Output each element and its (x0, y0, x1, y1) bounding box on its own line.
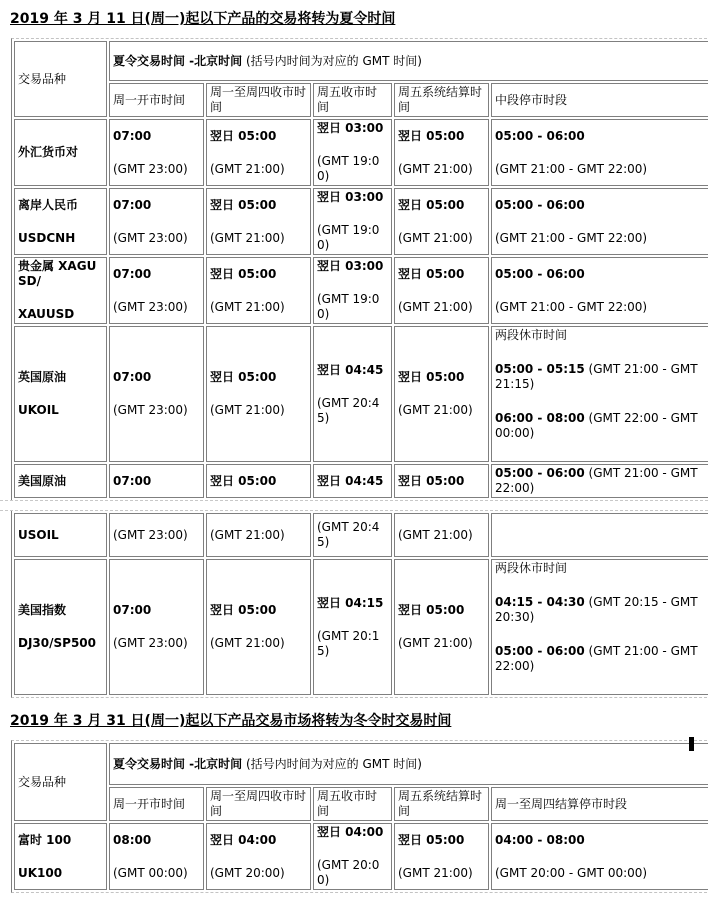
halt-period-cell: 05:00 - 06:00 (GMT 21:00 - GMT 22:00) (491, 257, 708, 324)
header-main-note: (括号内时间为对应的 GMT 时间) (242, 53, 422, 68)
settlement-cell: 翌日 05:00 (GMT 21:00) (394, 257, 489, 324)
close-time-cell: (GMT 21:00) (206, 513, 311, 557)
open-time-cell: 07:00 (109, 464, 204, 498)
halt-period-cell: 两段休市时间 04:15 - 04:30 (GMT 20:15 - GMT 20:30) 05:00 - 06:00 (GMT 21:00 - GMT 22:00) (491, 559, 708, 695)
header-main (109, 743, 708, 785)
subheader-halt: 中段停市时段 (491, 83, 708, 117)
open-time-cell: 07:00 (GMT 23:00) (109, 188, 204, 255)
header-main (109, 41, 708, 81)
halt-period-cell: 05:00 - 06:00 (GMT 21:00 - GMT 22:00) (491, 464, 708, 498)
table-row (14, 119, 708, 186)
settlement-cell: 翌日 05:00 (GMT 21:00) (394, 559, 489, 695)
open-time-cell: 07:00 (GMT 23:00) (109, 559, 204, 695)
product-cell: 离岸人民币 USDCNH (14, 188, 107, 255)
subheader-close: 周一至周四收市时间 (206, 787, 311, 821)
close-time-cell: 翌日 05:00 (GMT 21:00) (206, 326, 311, 462)
open-time-cell: 07:00 (GMT 23:00) (109, 326, 204, 462)
table-row (14, 257, 708, 324)
close-time-cell: 翌日 04:00 (GMT 20:00) (206, 823, 311, 890)
halt-period-cell (491, 513, 708, 557)
friday-close-cell: 翌日 04:45 (313, 464, 392, 498)
product-cell: 美国原油 (14, 464, 107, 498)
summer-time-table-part1 (11, 38, 708, 500)
table-row (14, 188, 708, 255)
summer-time-table-part2 (11, 511, 708, 698)
header-product-label: 交易品种 (18, 774, 67, 789)
open-time-cell: 07:00 (GMT 23:00) (109, 257, 204, 324)
table-handle-mark (689, 737, 694, 751)
table-row (14, 326, 708, 462)
settlement-cell: 翌日 05:00 (GMT 21:00) (394, 326, 489, 462)
product-cell: 贵金属 XAGUSD/ XAUUSD (14, 257, 107, 324)
header-product (14, 743, 107, 821)
close-time-cell: 翌日 05:00 (GMT 21:00) (206, 559, 311, 695)
product-cell: USOIL (14, 513, 107, 557)
subheader-friday-close: 周五收市时间 (313, 787, 392, 821)
subheader-halt: 周一至周四结算停市时段 (491, 787, 708, 821)
halt-period-cell: 两段休市时间 05:00 - 05:15 (GMT 21:00 - GMT 21:15) 06:00 - 08:00 (GMT 22:00 - GMT 00:00) (491, 326, 708, 462)
table-row (14, 787, 708, 821)
close-time-cell: 翌日 05:00 (GMT 21:00) (206, 257, 311, 324)
settlement-cell: 翌日 05:00 (394, 464, 489, 498)
halt-period-cell: 05:00 - 06:00 (GMT 21:00 - GMT 22:00) (491, 119, 708, 186)
section1-title: 2019 年 3 月 11 日(周一)起以下产品的交易将转为夏令时间 (10, 11, 396, 27)
table-row (14, 823, 708, 890)
section2-title: 2019 年 3 月 31 日(周一)起以下产品交易市场将转为冬令时交易时间 (10, 713, 452, 729)
table-row (14, 83, 708, 117)
settlement-cell: 翌日 05:00 (GMT 21:00) (394, 823, 489, 890)
close-time-cell: 翌日 05:00 (GMT 21:00) (206, 188, 311, 255)
settlement-cell: 翌日 05:00 (GMT 21:00) (394, 119, 489, 186)
header-main-bold: 夏令交易时间 -北京时间 (113, 756, 243, 771)
friday-close-cell: 翌日 04:15 (GMT 20:15) (313, 559, 392, 695)
friday-close-cell: 翌日 03:00 (GMT 19:00) (313, 188, 392, 255)
halt-period-cell: 04:00 - 08:00 (GMT 20:00 - GMT 00:00) (491, 823, 708, 890)
close-time-cell: 翌日 05:00 (GMT 21:00) (206, 119, 311, 186)
settlement-cell: 翌日 05:00 (GMT 21:00) (394, 188, 489, 255)
open-time-cell: 08:00 (GMT 00:00) (109, 823, 204, 890)
product-cell: 富时 100 UK100 (14, 823, 107, 890)
table-row (14, 513, 708, 557)
open-time-cell: (GMT 23:00) (109, 513, 204, 557)
page-break-divider (0, 500, 708, 511)
header-main-note: (括号内时间为对应的 GMT 时间) (242, 756, 422, 771)
product-cell: 英国原油 UKOIL (14, 326, 107, 462)
subheader-settlement: 周五系统结算时间 (394, 83, 489, 117)
open-time-cell: 07:00 (GMT 23:00) (109, 119, 204, 186)
winter-table-wrap (10, 740, 700, 893)
table-row (14, 559, 708, 695)
product-cell: 外汇货币对 (14, 119, 107, 186)
subheader-open: 周一开市时间 (109, 787, 204, 821)
friday-close-cell: 翌日 03:00 (GMT 19:00) (313, 119, 392, 186)
table-row (14, 464, 708, 498)
winter-time-table (11, 740, 708, 893)
close-time-cell: 翌日 05:00 (206, 464, 311, 498)
header-product-label: 交易品种 (18, 71, 67, 86)
header-product (14, 41, 107, 117)
halt-period-cell: 05:00 - 06:00 (GMT 21:00 - GMT 22:00) (491, 188, 708, 255)
table-row (14, 41, 708, 81)
friday-close-cell: (GMT 20:45) (313, 513, 392, 557)
friday-close-cell: 翌日 04:45 (GMT 20:45) (313, 326, 392, 462)
subheader-settlement: 周五系统结算时间 (394, 787, 489, 821)
friday-close-cell: 翌日 03:00 (GMT 19:00) (313, 257, 392, 324)
subheader-friday-close: 周五收市时间 (313, 83, 392, 117)
header-main-bold: 夏令交易时间 -北京时间 (113, 53, 243, 68)
product-cell: 美国指数 DJ30/SP500 (14, 559, 107, 695)
subheader-open: 周一开市时间 (109, 83, 204, 117)
table-row (14, 743, 708, 785)
settlement-cell: (GMT 21:00) (394, 513, 489, 557)
friday-close-cell: 翌日 04:00 (GMT 20:00) (313, 823, 392, 890)
subheader-close: 周一至周四收市时间 (206, 83, 311, 117)
